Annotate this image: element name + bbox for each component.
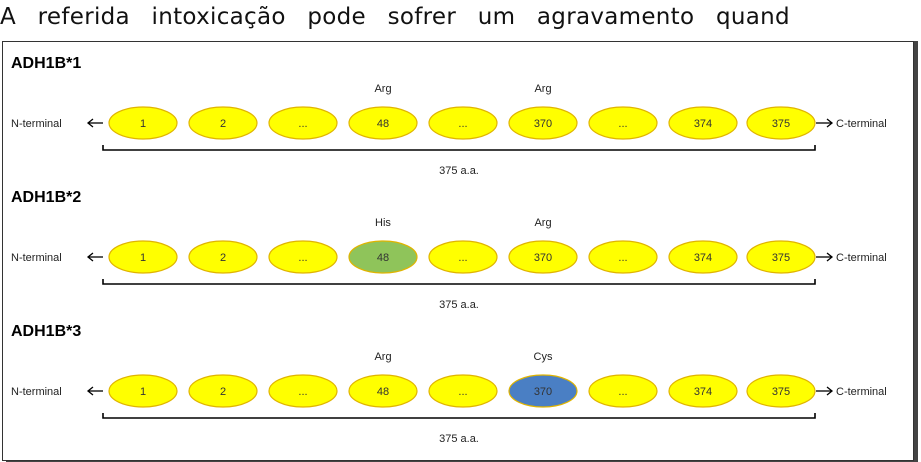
c-terminal-label: C-terminal (836, 118, 887, 130)
c-terminal-label: C-terminal (836, 252, 887, 264)
residue-label: ... (298, 386, 308, 398)
residue-label: 370 (533, 386, 553, 398)
length-label: 375 a.a. (439, 433, 479, 445)
residue-label: 374 (693, 386, 713, 398)
n-terminal-label: N-terminal (11, 252, 62, 264)
residue-label: 374 (693, 252, 713, 264)
residue-label: 2 (219, 386, 227, 398)
residue-label: 2 (219, 118, 227, 130)
adh1b-variants-diagram (3, 42, 915, 462)
length-label: 375 a.a. (439, 299, 479, 311)
residue-label: 375 (771, 118, 791, 130)
caption-text: A referida intoxicação pode sofrer um agravamento quand (0, 4, 790, 30)
diagram-frame (2, 41, 914, 461)
length-bracket (103, 413, 815, 418)
residue-label: ... (618, 386, 628, 398)
n-terminal-label: N-terminal (11, 118, 62, 130)
variant-title: ADH1B*2 (11, 189, 82, 206)
residue-label: ... (458, 118, 468, 130)
variant-title: ADH1B*3 (11, 323, 82, 340)
residue-label: 1 (139, 118, 147, 130)
residue-label: 370 (533, 118, 553, 130)
residue-label: 1 (139, 252, 147, 264)
residue-label: ... (298, 118, 308, 130)
residue-label: 374 (693, 118, 713, 130)
residue-label: ... (618, 252, 628, 264)
amino-acid-label: Arg (374, 83, 392, 95)
residue-label: 370 (533, 252, 553, 264)
length-bracket (103, 279, 815, 284)
amino-acid-label: Arg (534, 217, 552, 229)
residue-label: 1 (139, 386, 147, 398)
residue-label: 48 (376, 252, 390, 264)
amino-acid-label: Cys (533, 351, 553, 363)
n-terminal-label: N-terminal (11, 386, 62, 398)
residue-label: 375 (771, 386, 791, 398)
length-bracket (103, 145, 815, 150)
length-label: 375 a.a. (439, 165, 479, 177)
residue-label: 2 (219, 252, 227, 264)
variant-title: ADH1B*1 (11, 55, 82, 72)
residue-label: 48 (376, 118, 390, 130)
c-terminal-label: C-terminal (836, 386, 887, 398)
amino-acid-label: Arg (374, 351, 392, 363)
residue-label: ... (458, 252, 468, 264)
amino-acid-label: His (375, 217, 391, 229)
amino-acid-label: Arg (534, 83, 552, 95)
residue-label: 375 (771, 252, 791, 264)
residue-label: ... (618, 118, 628, 130)
residue-label: ... (458, 386, 468, 398)
residue-label: 48 (376, 386, 390, 398)
residue-label: ... (298, 252, 308, 264)
